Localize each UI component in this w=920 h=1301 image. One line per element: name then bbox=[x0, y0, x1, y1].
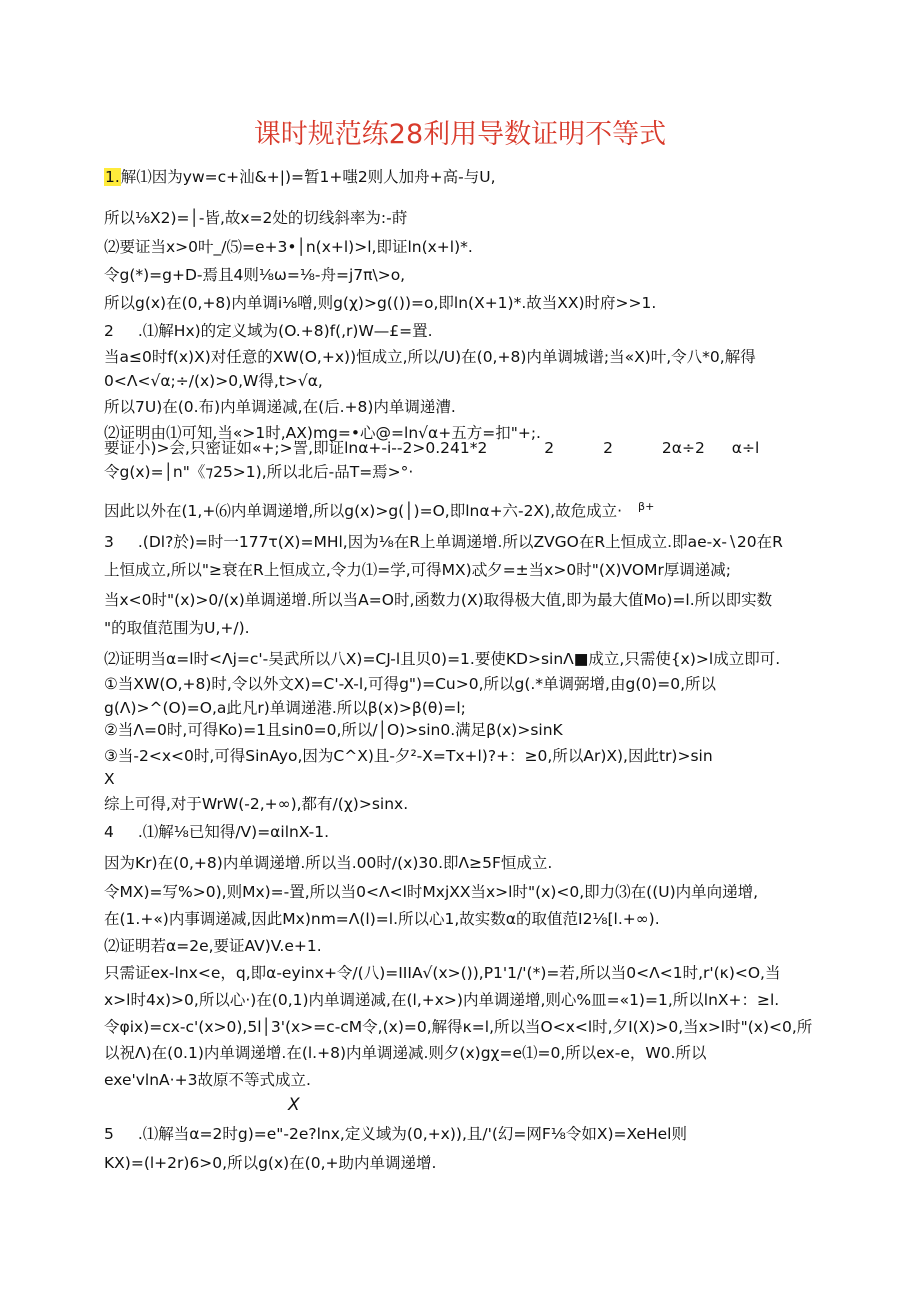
text-line: ①当XW(O,+8)时,令以外文X)=C'-X-l,可得g")=Cu>0,所以g(.*单调弼增,由g(0)=0,所以 bbox=[104, 675, 717, 693]
text-line bbox=[104, 531, 783, 553]
text-line: ⑵要证当x>0叶_/⑸=e+3•│n(x+l)>l,即证ln(x+l)*. bbox=[104, 238, 473, 256]
text-line: KX)=(l+2r)6>0,所以g(x)在(0,+助内单调递增. bbox=[104, 1154, 437, 1172]
text-line bbox=[104, 166, 496, 188]
line-text: .(Dl?於)=时一177τ(X)=MHl,因为⅛在R上单调递增.所以ZVGO在R上恒成立.即ae-x-∖20在R bbox=[137, 533, 783, 551]
text-line bbox=[104, 320, 433, 342]
line-text: 因此以外在(1,+⑹内单调递增,所以g(x)>g(│)=O,即lnα+六-2X),故危成立· bbox=[104, 502, 623, 521]
text-line: X bbox=[104, 770, 115, 788]
text-line: ③当-2<x<0时,可得SinAyo,因为C^X)且-夕²-X=Tx+l)?+：≥0,所以Ar)X),因此tr)>sin bbox=[104, 747, 713, 765]
text-line: 上恒成立,所以"≥衰在R上恒成立,令力⑴=学,可得MX)忒夕=±当x>0时"(X)VOMr厚调递减; bbox=[104, 561, 732, 579]
text-line: 所以g(x)在(0,+8)内单调i⅛噌,则g(χ)>g(())=o,即ln(X+1)*.故当XX)时府>>1. bbox=[104, 294, 657, 312]
text-line bbox=[104, 1123, 687, 1145]
problem-number: 5 bbox=[104, 1125, 114, 1143]
line-text: .⑴解Hx)的定义域为(O.+8)f(,r)W—£=置. bbox=[137, 322, 433, 340]
text-line: 所以⅛X2)=│-皆,故x=2处的切线斜率为:-莳 bbox=[104, 209, 408, 227]
fraction-denominator: 2 bbox=[603, 439, 613, 457]
problem-number: 4 bbox=[104, 823, 114, 841]
text-line: x>l时4x)>0,所以心·)在(0,1)内单调递减,在(l,+x>)内单调递增,则心%皿=«1)=1,所以lnX+：≥l. bbox=[104, 991, 780, 1009]
problem-number: 3 bbox=[104, 533, 114, 551]
fraction-denominator: α÷l bbox=[731, 439, 760, 457]
fraction-denominator: 2α÷2 bbox=[661, 439, 705, 457]
text-line: 所以7U)在(0.布)内单调递减,在(后.+8)内单调递漕. bbox=[104, 398, 456, 416]
text-line: ②当Λ=0时,可得Ko)=1且sin0=0,所以/│O)>sin0.满足β(x)>sinK bbox=[104, 721, 563, 739]
problem-number: 1. bbox=[105, 168, 120, 186]
line-text: .⑴解当α=2时g)=e"-2e?lnx,定义域为(0,+x)),且/'(幻=网F⅛令如X)=XeHel则 bbox=[137, 1125, 687, 1143]
text-line: "的取值范围为U,+/). bbox=[104, 619, 250, 637]
text-line: ⑵证明当α=l时<Λj=c'-吴武所以八X)=CJ-l且贝0)=1.要使KD>sinΛ■成立,只需使{x)>l成立即可. bbox=[104, 650, 781, 668]
text-line: 因为Kr)在(0,+8)内单调递增.所以当.00时/(x)30.即Λ≥5F恒成立. bbox=[104, 854, 553, 872]
text-line: 综上可得,对于WrW(-2,+∞),都有/(χ)>sinx. bbox=[104, 795, 409, 813]
text-line: 令g(x)=│n"《⁊25>1),所以北后-品T=焉>°· bbox=[104, 463, 414, 481]
text-line bbox=[104, 437, 759, 459]
text-line: ⑵证明若α=2e,要证AV)V.e+1. bbox=[104, 937, 322, 955]
text-line: 以祝Λ)在(0.1)内单调递增.在(l.+8)内单调递减.则夕(x)gχ=e⑴=0,所以ex-e，W0.所以 bbox=[104, 1044, 707, 1062]
text-line bbox=[104, 496, 654, 522]
text-line: 只需证ex-lnx<e，q,即α-eyinx+令/(八)=IIIA√(x>()),P1'1/'(*)=若,所以当0<Λ<1时,r'(κ)<O,当 bbox=[104, 964, 781, 982]
line-text: .⑴解⅛已知得/V)=αilnX-1. bbox=[137, 823, 330, 841]
text-line: 0<Λ<√α;÷/(x)>0,W得,t>√α, bbox=[104, 372, 323, 390]
problem-number: 2 bbox=[104, 322, 114, 340]
text-line bbox=[104, 821, 329, 843]
text-line: 在(1.+«)内事调递减,因此Mx)nm=Λ(l)=l.所以心1,故实数α的取值范I2⅛[l.+∞). bbox=[104, 910, 660, 928]
text-line: ⑵证明由⑴可知,当«>1时,AX)mg=•心@=ln√α+五方=扣"+;. bbox=[104, 424, 541, 442]
line-tail: β+ bbox=[638, 500, 655, 513]
text-line: X bbox=[288, 1095, 300, 1115]
text-line: 令φix)=cx-c'(x>0),5l│3'(x>=c-cM令,(x)=0,解得κ=l,所以当O<x<l时,夕I(X)>0,当x>l时"(x)<0,所 bbox=[104, 1018, 813, 1036]
fraction-denominator: 2 bbox=[544, 439, 555, 457]
text-line: 令g(*)=g+D-焉且4则⅛ω=⅛-舟=j7π\>o, bbox=[104, 266, 406, 284]
text-line: 当a≤0时f(x)X)对任意的XW(O,+x))恒成立,所以/U)在(0,+8)内单调城谱;当«X)叶,令八*0,解得 bbox=[104, 348, 756, 366]
text-line: 令MX)=写%>0),则Mx)=-置,所以当0<Λ<l时MxjXX当x>l时"(x)<0,即力⑶在((U)内单向递增, bbox=[104, 883, 759, 901]
text-line: exe'vlnA·+3故原不等式成立. bbox=[104, 1071, 311, 1089]
text-line: g(Λ)>^(O)=O,a此凡r)单调递港.所以β(x)>β(θ)=l; bbox=[104, 699, 466, 717]
text-line: 当x<0时"(x)>0/(x)单调递增.所以当A=O时,函数力(X)取得极大值,即为最大值Mo)=l.所以即实数 bbox=[104, 591, 773, 609]
line-text: 要证小)>会,只密证如«+;>詈,即证lnα+-i--2>0.241*2 bbox=[104, 439, 488, 457]
page-title: 课时规范练28利用导数证明不等式 bbox=[253, 119, 667, 150]
line-text: 解⑴因为yw=c+汕&+|)=暂1+嗤2则人加舟+高-与U, bbox=[120, 168, 496, 186]
